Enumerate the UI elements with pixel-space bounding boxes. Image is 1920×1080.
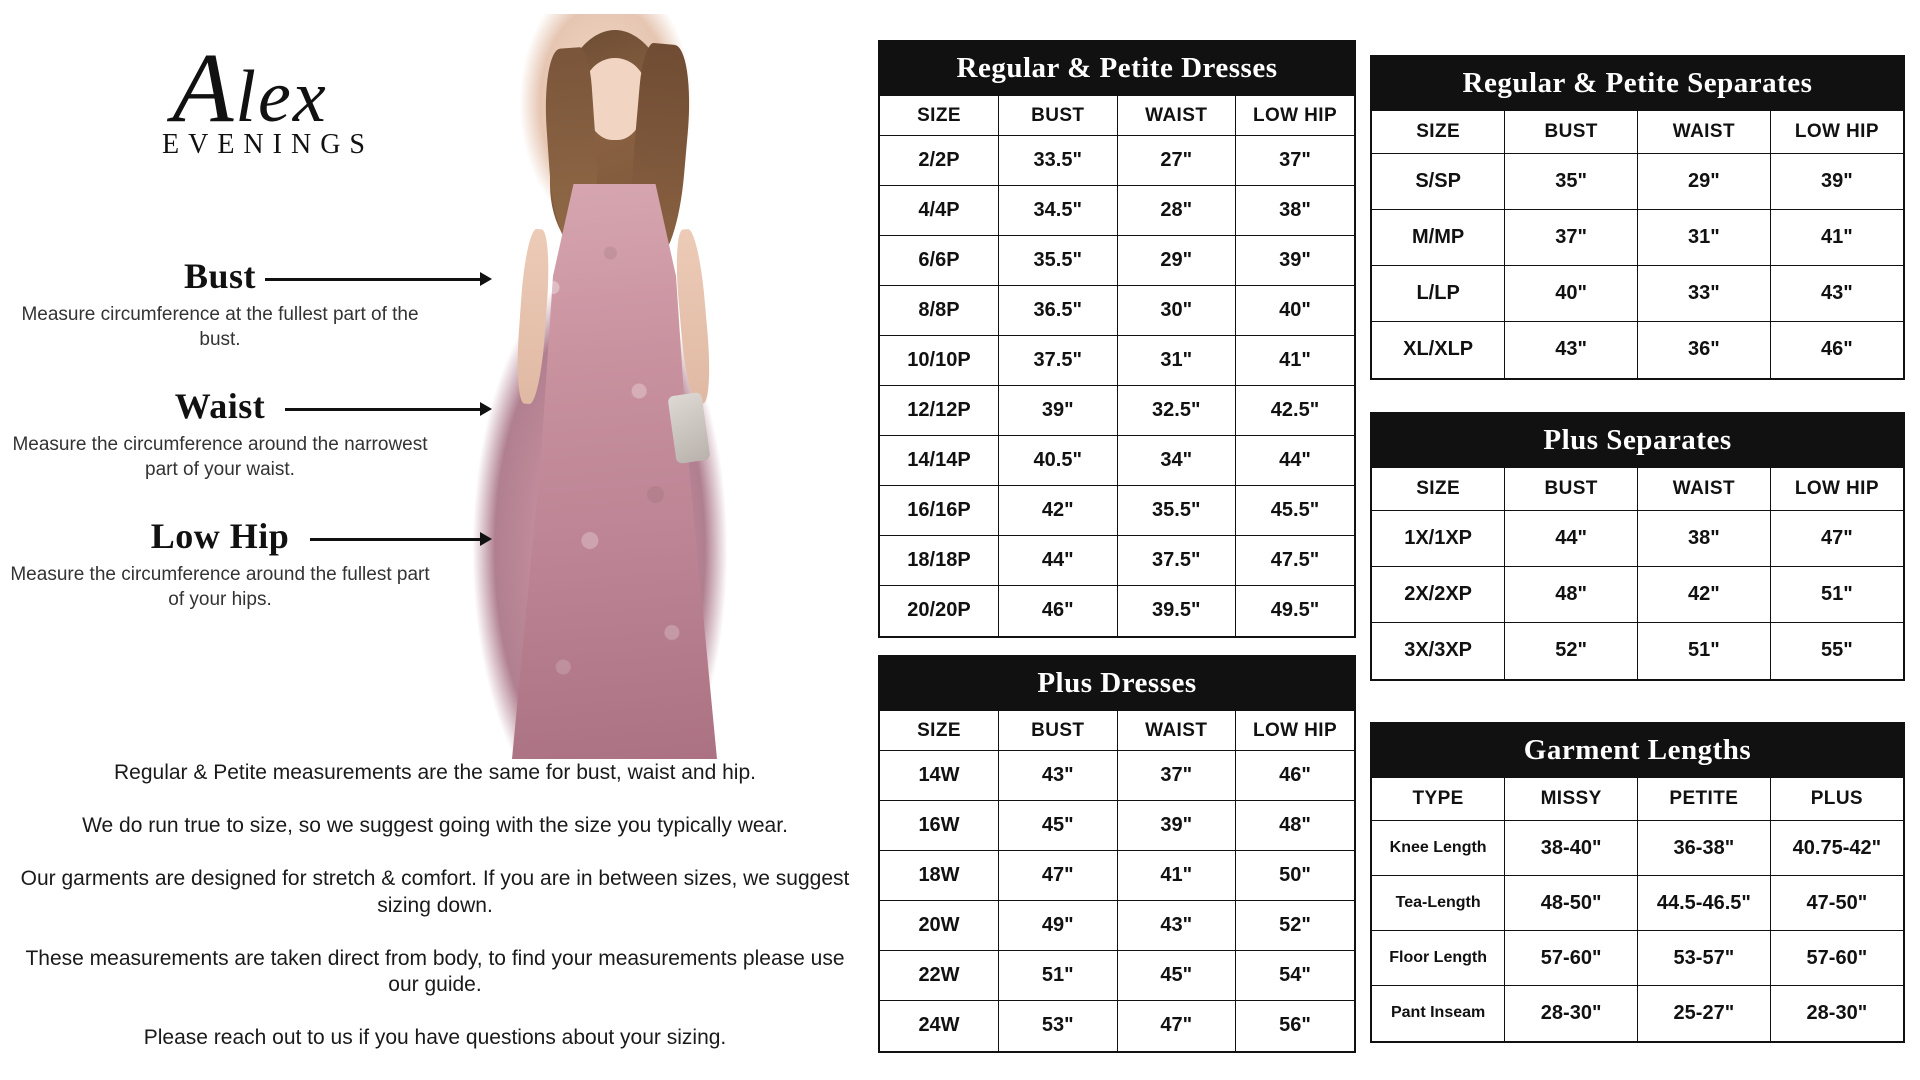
table-row <box>880 751 1354 801</box>
table-row <box>880 286 1354 336</box>
brand-name-primary: Alex <box>172 32 328 143</box>
row-label-cell: M/MP <box>1372 210 1505 266</box>
measurement-cell: 57-60" <box>1770 931 1903 986</box>
table-row <box>1372 567 1903 623</box>
measurement-cell: 48" <box>1505 567 1638 623</box>
table-row <box>880 236 1354 286</box>
measurement-cell: 53" <box>999 1001 1118 1051</box>
table-row <box>880 336 1354 386</box>
table-row <box>880 851 1354 901</box>
column-header: SIZE <box>880 711 999 751</box>
row-label-cell: 20/20P <box>880 586 999 636</box>
row-label-cell: 20W <box>880 901 999 951</box>
column-header: WAIST <box>1117 96 1236 136</box>
column-header: BUST <box>1505 111 1638 154</box>
table-plus-separates <box>1370 412 1905 681</box>
measurement-cell: 37.5" <box>999 336 1118 386</box>
measurement-cell: 38" <box>1236 186 1355 236</box>
row-label-cell: 4/4P <box>880 186 999 236</box>
measurement-cell: 44" <box>999 536 1118 586</box>
measurement-cell: 56" <box>1236 1001 1355 1051</box>
row-label-cell: 2X/2XP <box>1372 567 1505 623</box>
measurement-cell: 45" <box>999 801 1118 851</box>
measurement-cell: 42.5" <box>1236 386 1355 436</box>
row-label-cell: 18W <box>880 851 999 901</box>
measurement-cell: 47" <box>1117 1001 1236 1051</box>
size-table <box>1372 777 1903 1041</box>
measurement-cell: 52" <box>1505 623 1638 679</box>
table-row <box>1372 322 1903 378</box>
measurement-cell: 55" <box>1770 623 1903 679</box>
row-label-cell: 12/12P <box>880 386 999 436</box>
measurement-cell: 40" <box>1236 286 1355 336</box>
measurement-cell: 45" <box>1117 951 1236 1001</box>
row-label-cell: 10/10P <box>880 336 999 386</box>
column-header: SIZE <box>1372 468 1505 511</box>
callout-waist <box>10 385 430 482</box>
note-4: These measurements are taken direct from body, to find your measurements please use our guide. <box>25 946 845 997</box>
column-header: LOW HIP <box>1236 96 1355 136</box>
table-header-row <box>1372 111 1903 154</box>
measurement-cell: 51" <box>1770 567 1903 623</box>
measurement-cell: 44" <box>1505 511 1638 567</box>
measurement-cell: 41" <box>1117 851 1236 901</box>
measurement-cell: 33" <box>1638 266 1771 322</box>
leader-arrow-low-hip <box>480 532 492 546</box>
leader-line-low-hip <box>310 538 485 541</box>
measurement-cell: 40.75-42" <box>1770 821 1903 876</box>
row-label-cell: 3X/3XP <box>1372 623 1505 679</box>
measurement-cell: 39" <box>1236 236 1355 286</box>
measurement-cell: 43" <box>1117 901 1236 951</box>
callout-low-hip-text: Measure the circumference around the fullest part of your hips. <box>10 564 430 610</box>
measurement-cell: 48-50" <box>1505 876 1638 931</box>
measurement-cell: 46" <box>999 586 1118 636</box>
measurement-cell: 51" <box>1638 623 1771 679</box>
measurement-cell: 40.5" <box>999 436 1118 486</box>
table-row <box>1372 266 1903 322</box>
callout-bust-text: Measure circumference at the fullest part of the bust. <box>21 304 419 350</box>
model-photo <box>450 14 750 759</box>
column-header: LOW HIP <box>1236 711 1355 751</box>
size-table <box>1372 110 1903 378</box>
measurement-cell: 36.5" <box>999 286 1118 336</box>
measurement-cell: 35" <box>1505 154 1638 210</box>
table-row <box>880 136 1354 186</box>
table-regular-petite-dresses <box>878 40 1356 638</box>
table-row <box>880 386 1354 436</box>
column-header: WAIST <box>1117 711 1236 751</box>
size-table <box>880 710 1354 1051</box>
column-header: SIZE <box>1372 111 1505 154</box>
measurement-cell: 25-27" <box>1638 986 1771 1041</box>
table-row <box>1372 931 1903 986</box>
measurement-cell: 28" <box>1117 186 1236 236</box>
measurement-cell: 52" <box>1236 901 1355 951</box>
table-row <box>1372 210 1903 266</box>
measurement-cell: 43" <box>999 751 1118 801</box>
measurement-cell: 46" <box>1770 322 1903 378</box>
table-title: Regular & Petite Separates <box>1372 57 1903 110</box>
measurement-cell: 42" <box>999 486 1118 536</box>
table-header-row <box>1372 778 1903 821</box>
table-title: Regular & Petite Dresses <box>880 42 1354 95</box>
leader-line-bust <box>265 278 485 281</box>
table-row <box>1372 876 1903 931</box>
note-3: Our garments are designed for stretch & comfort. If you are in between sizes, we suggest sizing down. <box>20 866 850 917</box>
callout-low-hip <box>10 515 430 612</box>
measurement-cell: 37" <box>1117 751 1236 801</box>
measurement-cell: 44" <box>1236 436 1355 486</box>
row-label-cell: XL/XLP <box>1372 322 1505 378</box>
measurement-cell: 32.5" <box>1117 386 1236 436</box>
leader-arrow-bust <box>480 272 492 286</box>
measurement-cell: 47" <box>1770 511 1903 567</box>
callout-waist-title: Waist <box>174 386 266 426</box>
row-label-cell: 22W <box>880 951 999 1001</box>
measurement-cell: 46" <box>1236 751 1355 801</box>
measurement-cell: 49" <box>999 901 1118 951</box>
table-header-row <box>880 96 1354 136</box>
column-header: PETITE <box>1638 778 1771 821</box>
table-row <box>880 801 1354 851</box>
brand-logo <box>95 32 405 161</box>
note-2: We do run true to size, so we suggest going with the size you typically wear. <box>82 813 788 837</box>
sizing-notes <box>0 760 870 1078</box>
column-header: LOW HIP <box>1770 111 1903 154</box>
row-label-cell: 14W <box>880 751 999 801</box>
column-header: BUST <box>999 711 1118 751</box>
measurement-cell: 37" <box>1505 210 1638 266</box>
measurement-cell: 45.5" <box>1236 486 1355 536</box>
measurement-cell: 47" <box>999 851 1118 901</box>
measurement-cell: 36" <box>1638 322 1771 378</box>
measurement-cell: 39.5" <box>1117 586 1236 636</box>
row-label-cell: S/SP <box>1372 154 1505 210</box>
measurement-cell: 38-40" <box>1505 821 1638 876</box>
table-row <box>1372 511 1903 567</box>
measurement-cell: 54" <box>1236 951 1355 1001</box>
note-5: Please reach out to us if you have questions about your sizing. <box>143 1026 727 1050</box>
measurement-cell: 51" <box>999 951 1118 1001</box>
measurement-cell: 28-30" <box>1770 986 1903 1041</box>
table-row <box>880 951 1354 1001</box>
measurement-cell: 30" <box>1117 286 1236 336</box>
measurement-cell: 34.5" <box>999 186 1118 236</box>
measurement-cell: 41" <box>1770 210 1903 266</box>
measurement-cell: 37" <box>1236 136 1355 186</box>
row-label-cell: Knee Length <box>1372 821 1505 876</box>
column-header: BUST <box>999 96 1118 136</box>
row-label-cell: 24W <box>880 1001 999 1051</box>
measurement-cell: 53-57" <box>1638 931 1771 986</box>
measurement-cell: 36-38" <box>1638 821 1771 876</box>
measurement-cell: 37.5" <box>1117 536 1236 586</box>
measurement-cell: 48" <box>1236 801 1355 851</box>
measurement-cell: 35.5" <box>1117 486 1236 536</box>
note-1: Regular & Petite measurements are the same for bust, waist and hip. <box>114 761 756 784</box>
table-title: Garment Lengths <box>1372 724 1903 777</box>
row-label-cell: 18/18P <box>880 536 999 586</box>
measurement-cell: 42" <box>1638 567 1771 623</box>
table-row <box>880 901 1354 951</box>
table-title: Plus Separates <box>1372 414 1903 467</box>
measurement-cell: 39" <box>1770 154 1903 210</box>
table-garment-lengths <box>1370 722 1905 1043</box>
measurement-cell: 34" <box>1117 436 1236 486</box>
row-label-cell: Tea-Length <box>1372 876 1505 931</box>
measurement-cell: 28-30" <box>1505 986 1638 1041</box>
column-header: MISSY <box>1505 778 1638 821</box>
measurement-cell: 31" <box>1117 336 1236 386</box>
measurement-cell: 57-60" <box>1505 931 1638 986</box>
leader-arrow-waist <box>480 402 492 416</box>
size-table <box>880 95 1354 636</box>
callout-low-hip-title: Low Hip <box>150 516 290 556</box>
column-header: SIZE <box>880 96 999 136</box>
column-header: WAIST <box>1638 468 1771 511</box>
row-label-cell: Pant Inseam <box>1372 986 1505 1041</box>
measurement-cell: 39" <box>1117 801 1236 851</box>
table-regular-petite-separates <box>1370 55 1905 380</box>
table-title: Plus Dresses <box>880 657 1354 710</box>
callout-bust-title: Bust <box>183 256 257 296</box>
measurement-cell: 49.5" <box>1236 586 1355 636</box>
table-row <box>1372 154 1903 210</box>
measurement-cell: 41" <box>1236 336 1355 386</box>
column-header: LOW HIP <box>1770 468 1903 511</box>
measurement-cell: 43" <box>1770 266 1903 322</box>
table-plus-dresses <box>878 655 1356 1053</box>
row-label-cell: 2/2P <box>880 136 999 186</box>
table-row <box>880 586 1354 636</box>
table-row <box>1372 821 1903 876</box>
left-panel <box>0 0 880 1080</box>
measurement-cell: 44.5-46.5" <box>1638 876 1771 931</box>
row-label-cell: 16W <box>880 801 999 851</box>
row-label-cell: L/LP <box>1372 266 1505 322</box>
brand-name-secondary: EVENINGS <box>162 129 374 160</box>
table-row <box>1372 623 1903 679</box>
table-row <box>880 436 1354 486</box>
table-row <box>880 186 1354 236</box>
measurement-cell: 31" <box>1638 210 1771 266</box>
size-table <box>1372 467 1903 679</box>
column-header: TYPE <box>1372 778 1505 821</box>
callout-waist-text: Measure the circumference around the narrowest part of your waist. <box>12 434 428 480</box>
table-row <box>880 1001 1354 1051</box>
row-label-cell: 14/14P <box>880 436 999 486</box>
table-row <box>880 486 1354 536</box>
row-label-cell: 1X/1XP <box>1372 511 1505 567</box>
measurement-cell: 47.5" <box>1236 536 1355 586</box>
measurement-cell: 38" <box>1638 511 1771 567</box>
column-header: WAIST <box>1638 111 1771 154</box>
measurement-cell: 33.5" <box>999 136 1118 186</box>
measurement-cell: 29" <box>1638 154 1771 210</box>
measurement-cell: 47-50" <box>1770 876 1903 931</box>
measurement-cell: 50" <box>1236 851 1355 901</box>
row-label-cell: 6/6P <box>880 236 999 286</box>
table-header-row <box>880 711 1354 751</box>
measurement-cell: 35.5" <box>999 236 1118 286</box>
callout-bust <box>10 255 430 352</box>
row-label-cell: Floor Length <box>1372 931 1505 986</box>
table-row <box>1372 986 1903 1041</box>
row-label-cell: 16/16P <box>880 486 999 536</box>
measurement-cell: 43" <box>1505 322 1638 378</box>
measurement-cell: 39" <box>999 386 1118 436</box>
row-label-cell: 8/8P <box>880 286 999 336</box>
table-header-row <box>1372 468 1903 511</box>
leader-line-waist <box>285 408 485 411</box>
measurement-cell: 29" <box>1117 236 1236 286</box>
table-row <box>880 536 1354 586</box>
measurement-cell: 27" <box>1117 136 1236 186</box>
column-header: BUST <box>1505 468 1638 511</box>
column-header: PLUS <box>1770 778 1903 821</box>
measurement-cell: 40" <box>1505 266 1638 322</box>
